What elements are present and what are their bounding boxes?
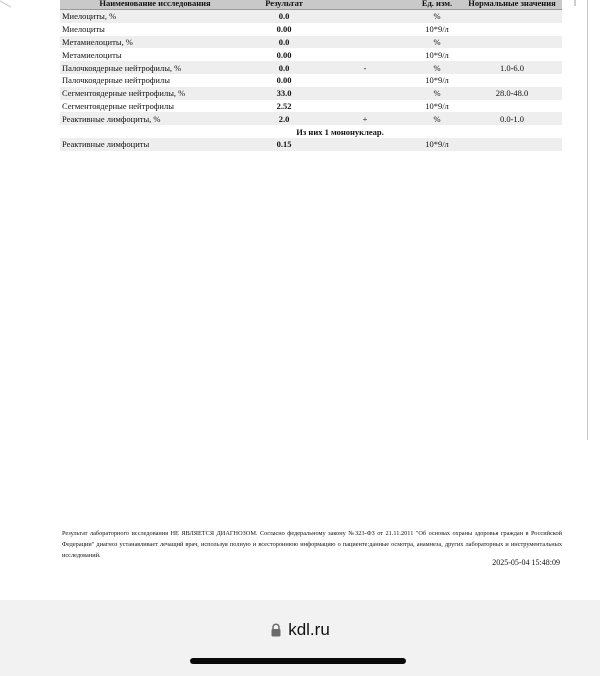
test-name: Сегментоядерные нейтрофилы, % (60, 87, 250, 100)
table-subheading-row (60, 125, 562, 138)
test-flag (318, 36, 412, 49)
header-norm: Нормальные значения (462, 0, 562, 10)
test-flag (318, 10, 412, 23)
test-norm (462, 100, 562, 113)
table-row (60, 100, 562, 113)
test-result: 0.0 (250, 36, 318, 49)
test-name: Метамиелоциты (62, 49, 122, 60)
header-result: Результат (250, 0, 318, 10)
test-norm: 28.0-48.0 (462, 87, 562, 100)
test-result: 2.0 (250, 112, 318, 125)
test-unit: % (412, 10, 462, 23)
test-name: Миелоциты (62, 24, 105, 35)
test-norm (462, 10, 562, 23)
test-unit: 10*9/л (425, 49, 449, 60)
url-text: kdl.ru (288, 620, 330, 639)
test-flag (318, 100, 412, 113)
test-unit: % (412, 112, 462, 125)
table-row (60, 10, 562, 23)
address-bar[interactable] (0, 619, 600, 641)
test-norm: 1.0-6.0 (462, 61, 562, 74)
test-flag (318, 87, 412, 100)
test-result: 0.15 (250, 138, 318, 151)
subheading-text: Из них 1 мононуклеар. (60, 125, 562, 138)
test-unit: % (412, 87, 462, 100)
header-name: Наименование исследования (60, 0, 250, 10)
table-row (60, 112, 562, 125)
test-flag (318, 74, 412, 87)
test-norm (462, 23, 562, 36)
test-result: 0.0 (250, 61, 318, 74)
test-unit: 10*9/л (425, 100, 449, 111)
test-norm (462, 138, 562, 151)
lock-icon (270, 623, 282, 637)
test-norm: 0.0-1.0 (462, 112, 562, 125)
test-flag: + (318, 112, 412, 125)
test-flag: - (318, 61, 412, 74)
test-unit: 10*9/л (412, 138, 462, 151)
report-timestamp: 2025-05-04 15:48:09 (492, 558, 560, 567)
test-result: 33.0 (250, 87, 318, 100)
header-unit: Ед. изм. (412, 0, 462, 10)
header-flag (318, 0, 412, 10)
test-result: 0.0 (250, 10, 318, 23)
test-unit: % (412, 61, 462, 74)
test-flag (318, 138, 412, 151)
results-table (60, 0, 562, 151)
page-edge-tick (574, 0, 576, 6)
test-result: 0.00 (276, 49, 292, 60)
test-name: Реактивные лимфоциты (60, 138, 250, 151)
home-indicator[interactable] (190, 658, 406, 664)
table-row (60, 87, 562, 100)
test-result: 0.00 (276, 24, 292, 35)
test-name: Палочкоядерные нейтрофилы (62, 75, 170, 86)
test-unit: 10*9/л (425, 75, 449, 86)
test-flag (318, 48, 412, 61)
table-row (60, 36, 562, 49)
test-name: Палочкоядерные нейтрофилы, % (60, 61, 250, 74)
test-unit: % (412, 36, 462, 49)
table-row (60, 61, 562, 74)
browser-bottom-bar (0, 600, 600, 676)
table-row (60, 138, 562, 151)
table-row (60, 74, 562, 87)
test-result: 2.52 (276, 100, 292, 111)
test-unit: 10*9/л (425, 24, 449, 35)
test-name: Сегментоядерные нейтрофилы (62, 100, 174, 111)
test-norm (462, 48, 562, 61)
test-name: Реактивные лимфоциты, % (60, 112, 250, 125)
page-edge-line (587, 0, 588, 440)
test-result: 0.00 (276, 75, 292, 86)
test-norm (462, 36, 562, 49)
table-header-row (60, 0, 562, 10)
test-name: Миелоциты, % (60, 10, 250, 23)
table-row (60, 48, 562, 61)
test-norm (462, 74, 562, 87)
table-row (60, 23, 562, 36)
page-edge-mark (0, 0, 11, 8)
test-name: Метамиелоциты, % (60, 36, 250, 49)
test-flag (318, 23, 412, 36)
disclaimer-text: Результат лабораторного исследования НЕ ЯВЛЯЕТСЯ ДИАГНОЗОМ. Согласно федеральному закону №323-ФЗ от 21.11.2011 "Об основах охраны здоровья граждан в Российской Федерации" диагноз устанавливает лечащий врач, используя полную и всестороннюю информацию о пациенте:данные осмотра, анамнеза, других лабораторных и инструментальных исследований. (62, 530, 562, 559)
